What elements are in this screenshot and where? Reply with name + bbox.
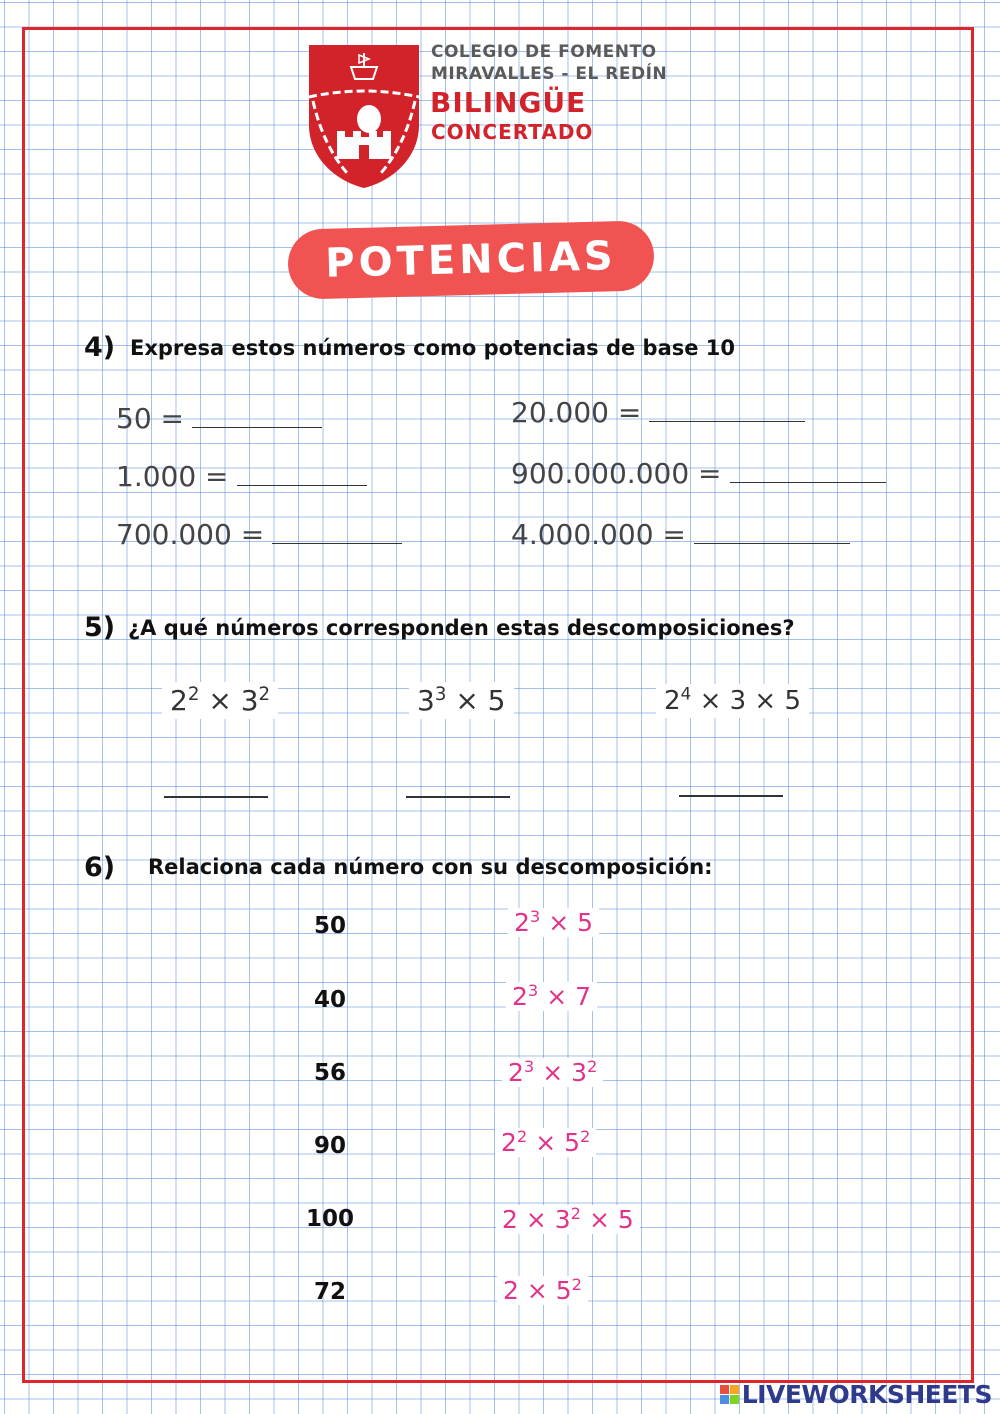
q6-number-item[interactable]: 72 [313, 1279, 346, 1305]
q5-expression-1: $2^2 \times 3^2$ [162, 682, 278, 719]
q4-item-700000 [116, 518, 402, 551]
q4-item-label: 900.000.000 = [511, 457, 722, 490]
page-title: POTENCIAS [324, 233, 618, 287]
q4-item-label: 700.000 = [116, 518, 265, 551]
q4-item-900000000 [511, 457, 886, 490]
q6-decomposition-item[interactable]: $2^3 \times 3^2$ [502, 1058, 603, 1087]
q4-item-1000 [116, 460, 367, 493]
q5-answer-line-1[interactable] [164, 796, 268, 798]
q4-prompt: Expresa estos números como potencias de base 10 [130, 336, 736, 360]
q5-number: 5) [84, 612, 116, 643]
q4-answer-blank[interactable] [649, 401, 805, 422]
q5-expression-2: $3^3 \times 5$ [409, 682, 514, 719]
q5-answer-line-3[interactable] [679, 795, 783, 797]
q4-item-20000 [511, 396, 805, 429]
school-name-line2: MIRAVALLES - EL REDÍN [431, 64, 668, 84]
q4-answer-blank[interactable] [730, 462, 886, 483]
title-banner [287, 220, 655, 300]
q5-expression-3: $2^4 \times 3 \times 5$ [656, 684, 809, 718]
q6-number-item[interactable]: 90 [313, 1133, 346, 1159]
q5-prompt: ¿A qué números corresponden estas descomposiciones? [128, 616, 795, 640]
q4-item-label: 4.000.000 = [511, 518, 686, 551]
q6-number-item[interactable]: 100 [305, 1206, 354, 1232]
school-concertado: CONCERTADO [431, 120, 594, 144]
q6-decomposition-item[interactable]: $2^2 \times 5^2$ [495, 1128, 596, 1157]
q4-number: 4) [84, 332, 116, 363]
q4-item-label: 1.000 = [116, 460, 229, 493]
q6-decomposition-item[interactable]: $2^3 \times 5$ [508, 908, 599, 937]
q4-item-50 [116, 402, 322, 435]
liveworksheets-logo-icon [720, 1385, 739, 1404]
q6-decomposition-item[interactable]: $2 \times 5^2$ [497, 1276, 588, 1305]
q4-item-label: 50 = [116, 402, 184, 435]
q4-item-4000000 [511, 518, 850, 551]
school-shield-logo [307, 45, 421, 190]
liveworksheets-watermark [720, 1380, 992, 1409]
q4-answer-blank[interactable] [192, 407, 322, 428]
q6-decomposition-item[interactable]: $2 \times 3^2 \times 5$ [496, 1205, 640, 1234]
school-bilingual: BILINGÜE [430, 86, 587, 119]
q5-answer-line-2[interactable] [406, 796, 510, 798]
school-name-line1: COLEGIO DE FOMENTO [431, 42, 657, 62]
q4-answer-blank[interactable] [694, 523, 850, 544]
q4-answer-blank[interactable] [272, 523, 402, 544]
liveworksheets-text: LIVEWORKSHEETS [741, 1380, 992, 1409]
q6-decomposition-item[interactable]: $2^3 \times 7$ [506, 982, 597, 1011]
q4-item-label: 20.000 = [511, 396, 642, 429]
q6-number-item[interactable]: 56 [313, 1060, 346, 1086]
q6-number-item[interactable]: 40 [313, 987, 346, 1013]
q6-number-item[interactable]: 50 [313, 913, 346, 939]
q6-prompt: Relaciona cada número con su descomposición: [148, 855, 713, 879]
q4-answer-blank[interactable] [237, 465, 367, 486]
q6-number: 6) [84, 852, 116, 883]
